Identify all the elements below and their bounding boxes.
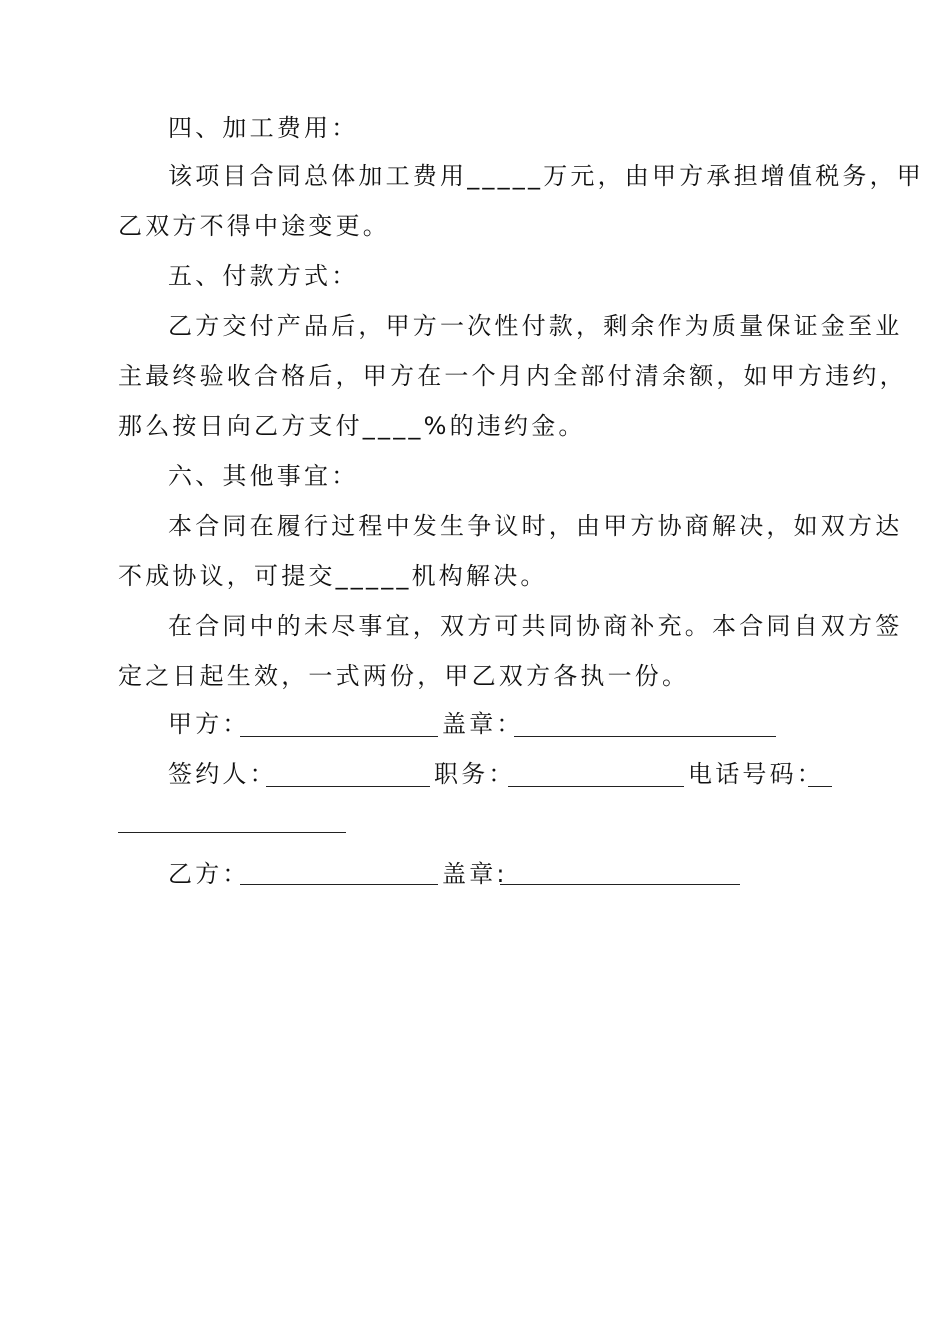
phone-label: 电话号码： xyxy=(688,760,824,788)
party-b-blank[interactable] xyxy=(240,884,438,885)
section-4-line-1: 该项目合同总体加工费用_____万元，由甲方承担增值税务，甲 xyxy=(168,162,924,190)
phone-blank-continued[interactable] xyxy=(118,832,346,833)
signer-blank[interactable] xyxy=(266,786,430,787)
section-6-heading: 六、其他事宜： xyxy=(168,462,359,490)
signer-label: 签约人： xyxy=(168,760,277,788)
section-4-heading: 四、加工费用： xyxy=(168,114,359,142)
section-6-p1-line-1: 本合同在履行过程中发生争议时，由甲方协商解决，如双方达 xyxy=(168,512,903,540)
section-6-p2-line-1: 在合同中的未尽事宜，双方可共同协商补充。本合同自双方签 xyxy=(168,612,903,640)
section-4-line-2: 乙双方不得中途变更。 xyxy=(118,212,390,240)
party-b-label: 乙方： xyxy=(168,860,250,888)
party-a-blank[interactable] xyxy=(240,736,438,737)
position-blank[interactable] xyxy=(508,786,684,787)
seal-b-blank[interactable] xyxy=(500,884,740,885)
position-label: 职务： xyxy=(434,760,516,788)
seal-a-blank[interactable] xyxy=(514,736,776,737)
section-5-line-3: 那么按日向乙方支付____%的违约金。 xyxy=(118,412,586,440)
section-5-line-1: 乙方交付产品后，甲方一次性付款，剩余作为质量保证金至业 xyxy=(168,312,903,340)
party-a-label: 甲方： xyxy=(168,710,250,738)
section-6-p2-line-2: 定之日起生效，一式两份，甲乙双方各执一份。 xyxy=(118,662,690,690)
seal-b-label: 盖章: xyxy=(442,860,508,888)
section-5-line-2: 主最终验收合格后，甲方在一个月内全部付清余额，如甲方违约， xyxy=(118,362,907,390)
seal-a-label: 盖章： xyxy=(442,710,524,738)
section-5-heading: 五、付款方式： xyxy=(168,262,359,290)
phone-blank-start[interactable] xyxy=(808,786,832,787)
section-6-p1-line-2: 不成协议，可提交_____机构解决。 xyxy=(118,562,548,590)
